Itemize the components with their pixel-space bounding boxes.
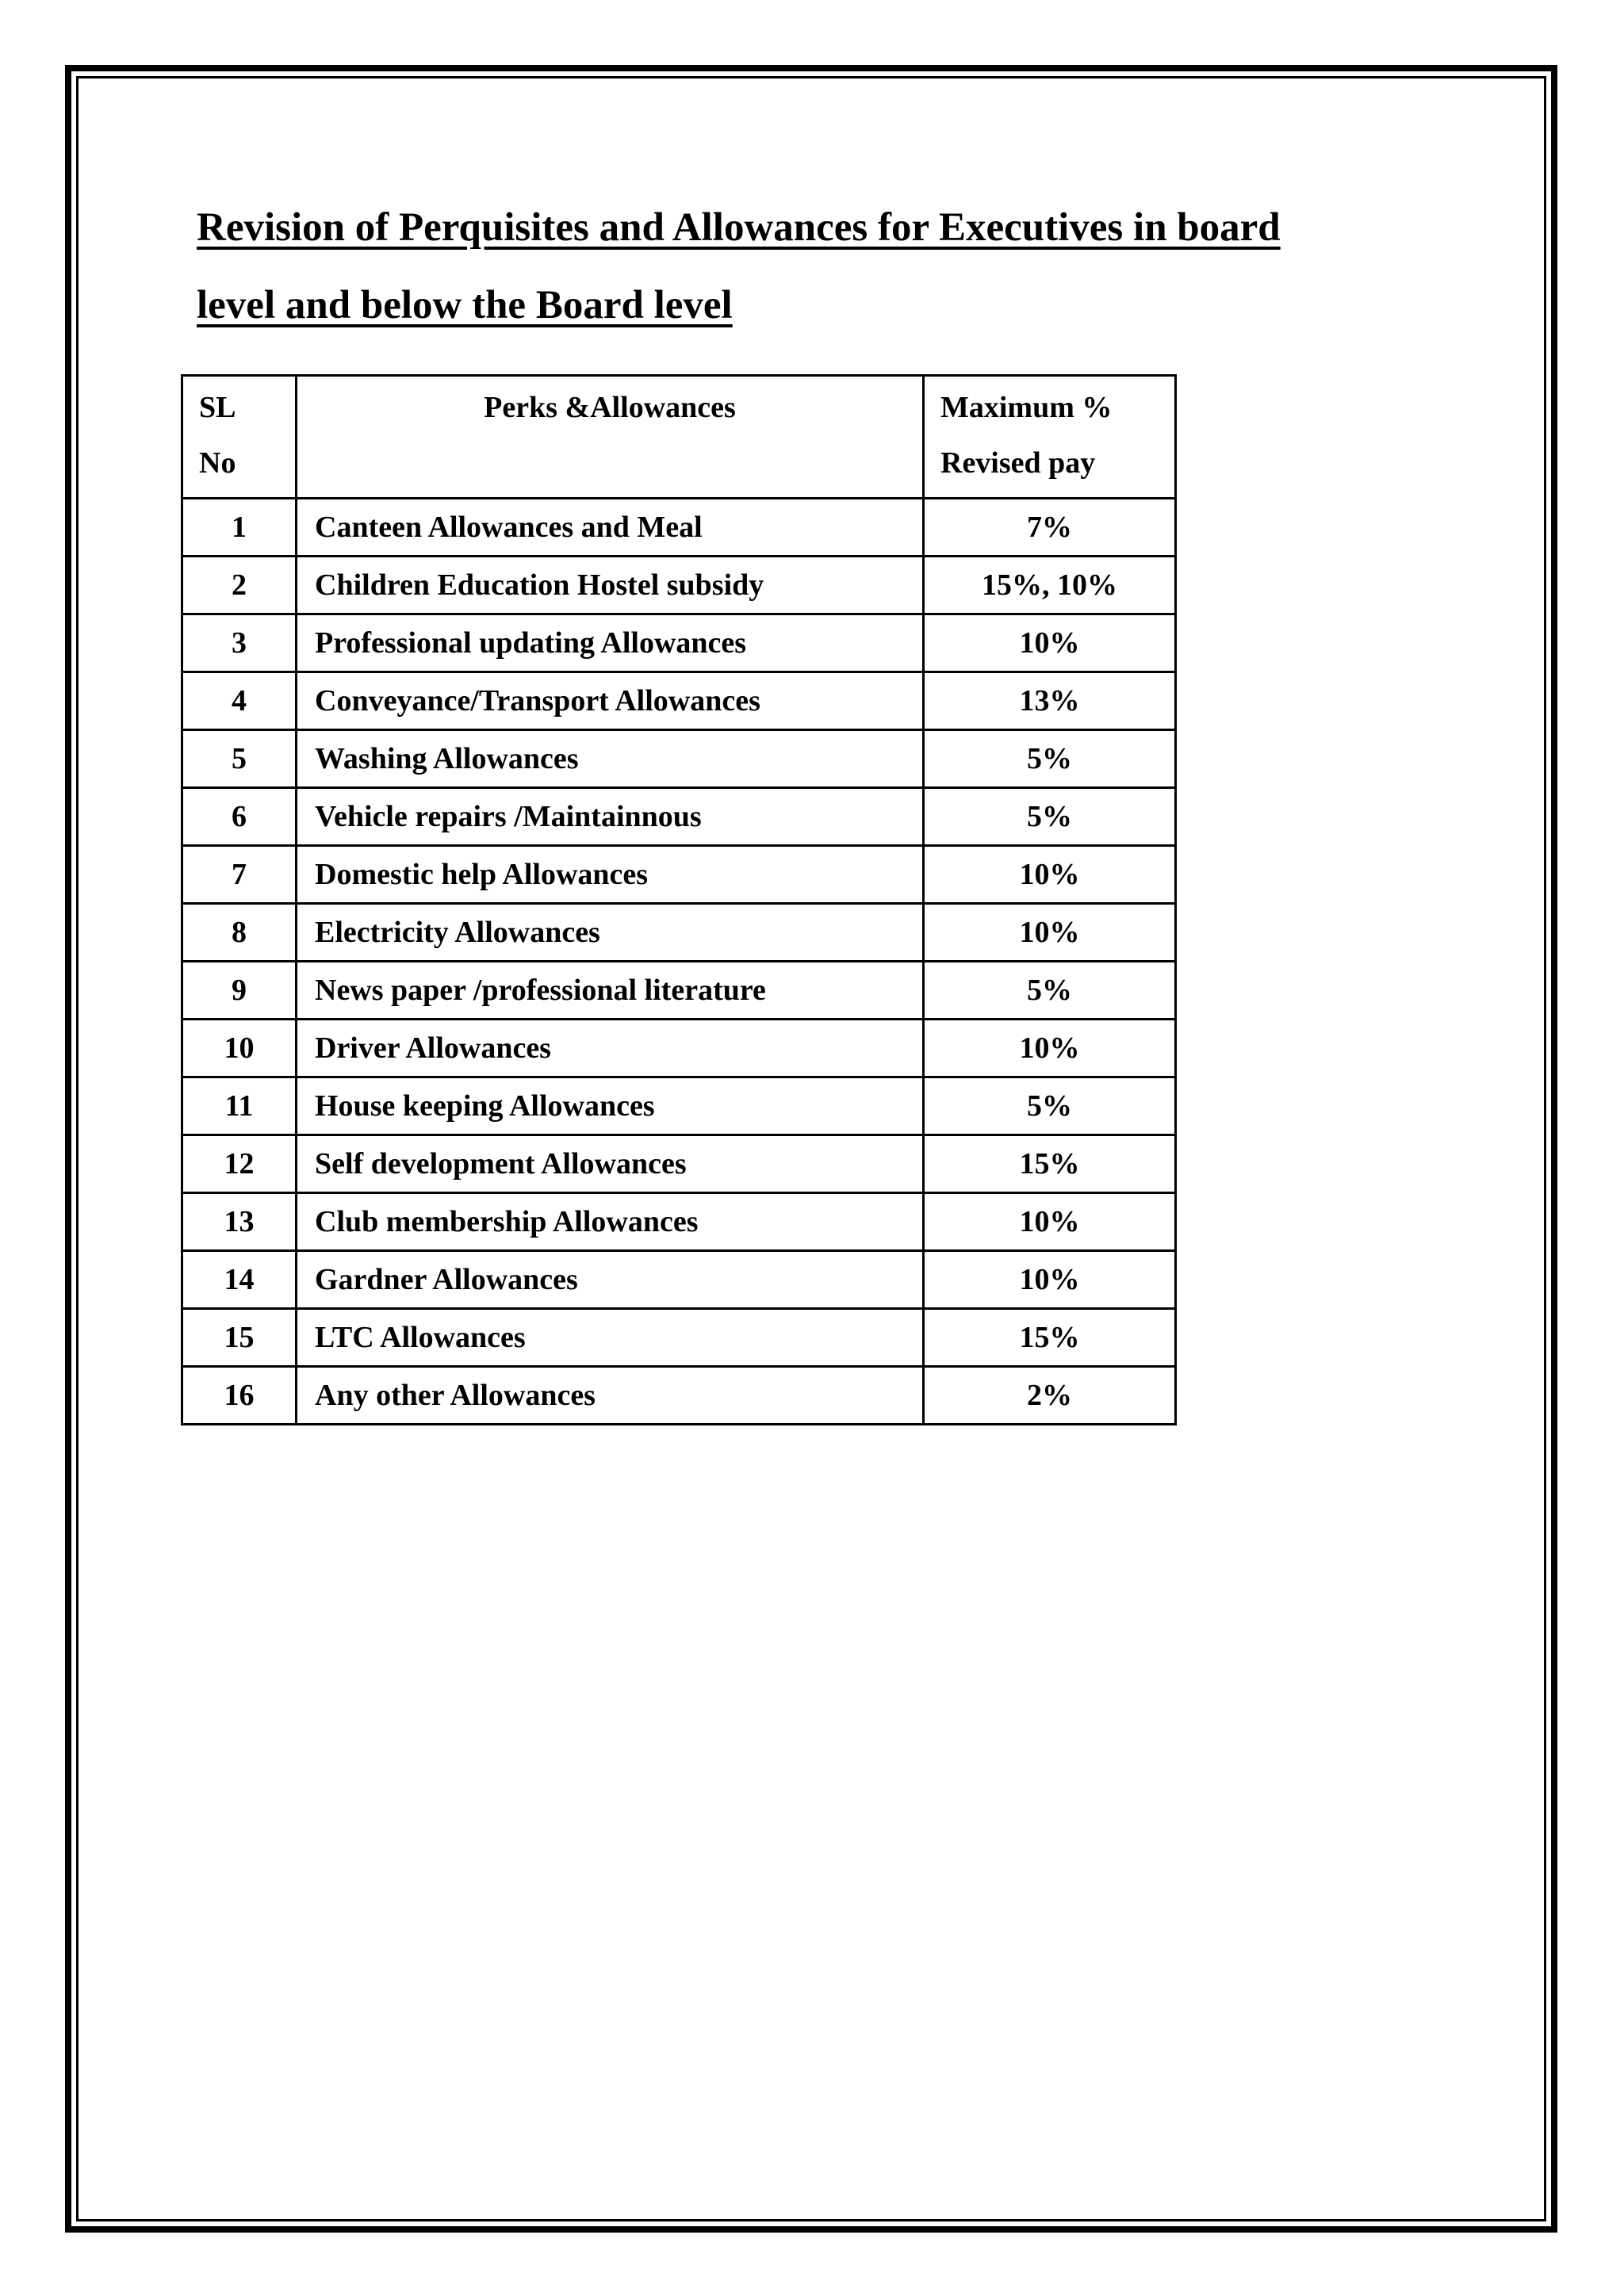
perks-allowances-table	[181, 374, 1177, 1425]
cell-allowance-name: Conveyance/Transport Allowances	[297, 672, 924, 730]
cell-allowance-name: Driver Allowances	[297, 1020, 924, 1077]
cell-sl: 1	[182, 499, 297, 557]
cell-allowance-name: Washing Allowances	[297, 730, 924, 788]
document-title	[197, 189, 1402, 344]
header-perks-allowances	[297, 376, 924, 499]
header-max-percent	[924, 376, 1176, 499]
table-row	[182, 904, 1176, 962]
cell-allowance-name: Gardner Allowances	[297, 1251, 924, 1309]
table-row	[182, 1367, 1176, 1425]
cell-allowance-name: Children Education Hostel subsidy	[297, 557, 924, 614]
cell-allowance-name: LTC Allowances	[297, 1309, 924, 1367]
cell-max-percent: 10%	[924, 1251, 1176, 1309]
table-header-row	[182, 376, 1176, 499]
table-row	[182, 1309, 1176, 1367]
table-row	[182, 1077, 1176, 1135]
document-title-line-2: level and below the Board level	[197, 283, 733, 327]
cell-sl: 8	[182, 904, 297, 962]
cell-sl: 7	[182, 846, 297, 904]
header-sl-line-1: SL	[199, 391, 236, 424]
document-title-line-1: Revision of Perquisites and Allowances for Executives in board	[197, 205, 1281, 250]
cell-max-percent: 5%	[924, 962, 1176, 1020]
cell-allowance-name: House keeping Allowances	[297, 1077, 924, 1135]
header-pct-line-1: Maximum %	[940, 391, 1113, 424]
table-row	[182, 788, 1176, 846]
cell-max-percent: 10%	[924, 1193, 1176, 1251]
cell-sl: 3	[182, 614, 297, 672]
cell-allowance-name: Vehicle repairs /Maintainnous	[297, 788, 924, 846]
cell-allowance-name: News paper /professional literature	[297, 962, 924, 1020]
cell-max-percent: 10%	[924, 904, 1176, 962]
cell-max-percent: 10%	[924, 614, 1176, 672]
cell-allowance-name: Professional updating Allowances	[297, 614, 924, 672]
cell-sl: 5	[182, 730, 297, 788]
cell-max-percent: 15%	[924, 1135, 1176, 1193]
cell-sl: 14	[182, 1251, 297, 1309]
cell-sl: 11	[182, 1077, 297, 1135]
table-row	[182, 1251, 1176, 1309]
table-row	[182, 557, 1176, 614]
cell-sl: 10	[182, 1020, 297, 1077]
cell-allowance-name: Canteen Allowances and Meal	[297, 499, 924, 557]
cell-allowance-name: Electricity Allowances	[297, 904, 924, 962]
cell-sl: 15	[182, 1309, 297, 1367]
cell-allowance-name: Club membership Allowances	[297, 1193, 924, 1251]
table-row	[182, 499, 1176, 557]
cell-max-percent: 5%	[924, 788, 1176, 846]
header-name-label: Perks &Allowances	[484, 391, 736, 424]
table-row	[182, 672, 1176, 730]
cell-max-percent: 15%	[924, 1309, 1176, 1367]
cell-sl: 9	[182, 962, 297, 1020]
table-row	[182, 962, 1176, 1020]
table-row	[182, 1193, 1176, 1251]
cell-max-percent: 2%	[924, 1367, 1176, 1425]
cell-sl: 12	[182, 1135, 297, 1193]
table-row	[182, 730, 1176, 788]
header-sl-line-2: No	[199, 446, 236, 480]
cell-allowance-name: Domestic help Allowances	[297, 846, 924, 904]
cell-allowance-name: Any other Allowances	[297, 1367, 924, 1425]
table-row	[182, 614, 1176, 672]
cell-allowance-name: Self development Allowances	[297, 1135, 924, 1193]
cell-max-percent: 5%	[924, 730, 1176, 788]
cell-sl: 16	[182, 1367, 297, 1425]
header-pct-line-2: Revised pay	[940, 446, 1096, 480]
table-row	[182, 1020, 1176, 1077]
cell-sl: 4	[182, 672, 297, 730]
cell-max-percent: 10%	[924, 1020, 1176, 1077]
cell-sl: 2	[182, 557, 297, 614]
cell-max-percent: 13%	[924, 672, 1176, 730]
table-row	[182, 846, 1176, 904]
cell-max-percent: 5%	[924, 1077, 1176, 1135]
cell-max-percent: 15%, 10%	[924, 557, 1176, 614]
cell-max-percent: 7%	[924, 499, 1176, 557]
cell-sl: 6	[182, 788, 297, 846]
table-row	[182, 1135, 1176, 1193]
cell-max-percent: 10%	[924, 846, 1176, 904]
header-sl-no	[182, 376, 297, 499]
cell-sl: 13	[182, 1193, 297, 1251]
